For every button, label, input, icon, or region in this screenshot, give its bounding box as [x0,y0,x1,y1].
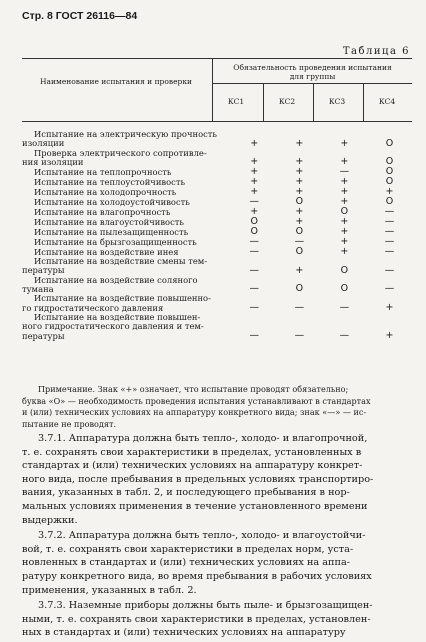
test-name-line: Испытание на влагоустойчивость [34,217,184,227]
note-line: буква «О» — необходимость проведения испытания устанавливают в стандартах [22,395,371,406]
paragraph-line: 3.7.3. Наземные приборы должны быть пыле- и брызгозащищен- [38,600,373,612]
requirement-mark: — [249,301,259,313]
paragraph-line: новленных в стандартах и (или) технических условиях на аппа- [22,557,351,569]
paragraph-line: т. е. сохранять свои характеристики в пределах, установленных в [22,446,362,458]
requirement-mark: O [295,283,304,295]
table-title: Таблица 6 [342,46,410,57]
paragraph [22,599,414,640]
note-line: Примечание. Знак «+» означает, что испытание проводят обязательно; [38,384,349,394]
test-name-line: пературы [22,266,65,276]
requirement-mark: — [384,226,395,238]
requirement-mark: — [384,236,395,248]
paragraph-line: вания, указанных в табл. 2, и последующего пребывания в нор- [22,487,350,499]
requirement-mark: — [384,264,395,276]
requirement-mark: + [340,236,349,248]
test-name [22,228,232,237]
test-name-line: Испытание на воздействие повышенно- [34,294,211,304]
table-row [22,294,412,313]
column-header-ks4: КС4 [378,97,396,106]
requirement-mark: O [295,246,304,258]
requirement-mark: — [249,264,259,276]
requirement-mark: + [250,186,259,198]
name-column-header: Наименование испытания и проверки [39,77,193,86]
paragraph [22,529,414,597]
test-name-line: пературы [22,331,65,341]
paragraph-line: ратуру конкретного вида, во время пребывания в рабочих условиях [22,570,372,582]
table-row [22,149,412,168]
group-header [213,63,412,81]
paragraph-line: 3.7.2. Аппаратура должна быть тепло-, холодо- и влагоустойчи- [38,530,366,542]
paragraph-line: стандартах и (или) технических условиях на аппаратуру конкрет- [22,460,363,472]
requirement-mark: + [340,186,349,198]
test-name [22,238,232,247]
test-name-line: изоляции [22,139,65,149]
test-name [22,168,232,177]
test-name-line: Испытание на холодоустойчивость [34,197,190,207]
paragraph-line: ного вида, после пребывания в предельных условиях транспортиро- [22,473,374,485]
paragraph-line: 3.7.1. Аппаратура должна быть тепло-, холодо- и влагопрочной, [38,433,368,444]
test-name-line: ния изоляции [22,157,84,167]
requirement-mark: O [295,196,304,208]
test-name [22,198,232,207]
paragraph-line: применения, указанных в табл. 2. [22,584,197,596]
requirement-mark: + [295,206,304,218]
requirement-mark: — [249,283,259,295]
requirement-mark: + [340,246,349,258]
requirement-mark: — [249,246,259,258]
requirement-mark: + [340,196,349,208]
requirement-mark: + [385,301,394,313]
paragraph-line: ных в стандартах и (или) технических условиях на аппаратуру [22,627,346,639]
test-name [22,313,232,341]
test-name [22,257,232,276]
test-name-line: Испытание на воздействие повышен- [34,312,201,322]
table-row [22,207,412,217]
test-name [22,149,232,168]
requirement-mark: O [340,283,349,295]
test-name-line: Испытание на пылезащищенность [34,227,189,237]
test-name-line: го гидростатического давления [22,303,164,313]
table-row [22,313,412,341]
requirement-mark: — [294,329,305,341]
table-row [22,276,412,295]
requirement-mark: + [250,176,259,188]
column-header-ks3: КС3 [328,97,346,106]
requirement-mark: O [385,137,394,149]
requirement-mark: — [339,301,350,313]
requirement-mark: — [339,329,350,341]
test-name [22,208,232,217]
paragraph-line: ными, т. е. сохранять свои характеристики в пределах, установлен- [22,613,371,625]
requirement-mark: — [384,206,395,218]
test-name [22,276,232,295]
requirement-mark: O [250,226,258,238]
test-name [22,130,232,149]
requirement-mark: + [295,216,304,228]
requirement-mark: + [340,156,349,168]
test-name [22,248,232,257]
group-header-line: Обязательность проведения испытания [233,63,392,72]
test-name-line: Испытание на воздействие инея [34,247,179,257]
table-note [22,384,414,430]
requirement-mark: O [385,156,394,168]
requirement-mark: + [295,186,304,198]
table-row [22,217,412,227]
requirement-mark: + [340,226,349,238]
requirement-mark: O [385,196,394,208]
requirement-mark: + [250,166,259,178]
test-name [22,188,232,197]
table-row [22,227,412,237]
test-name-line: Испытание на теплоустойчивость [34,177,186,187]
requirement-mark: + [385,329,394,341]
requirement-mark: — [339,166,350,178]
requirement-mark: — [294,236,305,248]
paragraph [22,432,414,527]
requirement-mark: + [295,156,304,168]
note-line: и (или) технических условиях на аппаратуру конкретного вида; знак «—» — ис- [22,407,367,417]
requirement-mark: — [249,196,259,208]
requirement-mark: + [295,264,304,276]
test-name-line: Испытание на воздействие смены тем- [34,257,208,267]
requirement-mark: + [340,176,349,188]
requirement-mark: O [385,176,394,188]
test-name-line: Испытание на воздействие соляного [34,275,198,285]
column-header-ks1: КС1 [227,97,245,106]
test-name-line: Испытание на влагопрочность [34,207,171,217]
test-name-line: тумана [22,285,54,295]
table-row [22,130,412,149]
requirement-mark: + [295,137,304,149]
requirement-mark: — [384,246,395,258]
test-name [22,294,232,313]
body-text [22,432,414,642]
requirement-mark: O [385,166,394,178]
test-name-line: Испытание на холодопрочность [34,187,177,197]
requirement-mark: — [384,283,395,295]
table-row [22,187,412,197]
paragraph-line: мальных условиях применения в течение установленного времени [22,500,368,512]
table-row [22,257,412,276]
test-name [22,178,232,187]
table-row [22,197,412,207]
requirement-mark: — [249,236,259,248]
table-row [22,177,412,187]
requirement-mark: + [340,216,349,228]
test-name-line: Испытание на брызгозащищенность [34,237,197,247]
requirement-mark: + [295,166,304,178]
requirement-mark: + [340,137,349,149]
requirement-mark: + [250,156,259,168]
test-name [22,218,232,227]
note-line: пытание не проводят. [22,418,117,429]
test-name-line: Испытание на теплопрочность [34,167,172,177]
paragraph-line: выдержки. [22,514,78,526]
column-header-ks2: КС2 [278,97,296,106]
test-name-line: Проверка электрического сопротивле- [34,148,207,158]
requirement-mark: — [249,329,259,341]
requirement-mark: — [294,301,305,313]
paragraph-line: вой, т. е. сохранять свои характеристики в пределах норм, уста- [22,543,354,555]
test-name-line: ного гидростатического давления и тем- [22,322,204,332]
requirement-mark: + [250,206,259,218]
requirement-mark: O [295,226,304,238]
test-name-line: Испытание на электрическую прочность [34,130,217,139]
requirement-mark: + [295,176,304,188]
requirement-mark: — [384,216,395,228]
requirement-mark: O [250,216,258,228]
requirement-mark: + [250,137,259,149]
table-body [22,130,412,341]
table-row [22,167,412,177]
table-header [22,58,412,122]
group-header-line: для группы [289,72,336,81]
table-row [22,247,412,257]
table-row [22,237,412,247]
requirement-mark: + [385,186,394,198]
requirement-mark: O [340,264,349,276]
requirement-mark: O [340,206,349,218]
page-header: Стр. 8 ГОСТ 26116—84 [22,10,138,22]
